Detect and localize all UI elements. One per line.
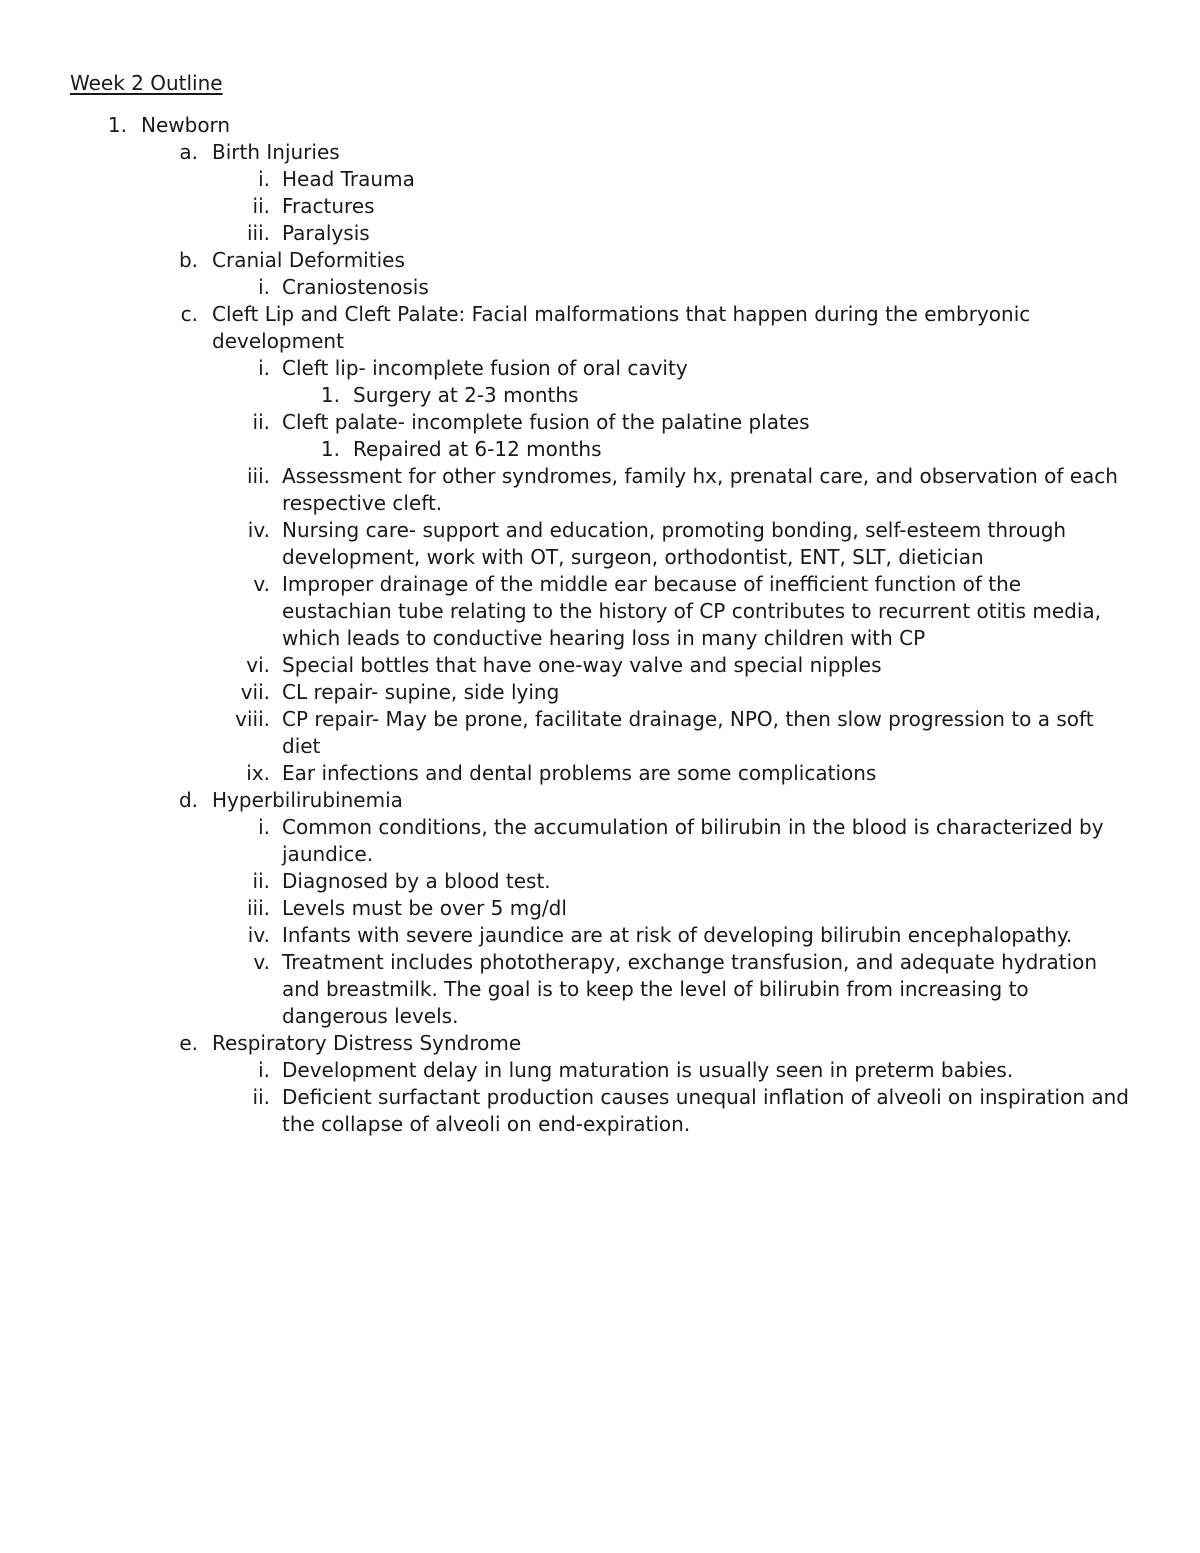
list-marker: iv. bbox=[247, 518, 270, 542]
list-marker: iii. bbox=[246, 464, 270, 488]
list-marker: v. bbox=[253, 572, 270, 596]
outline-item-level-3 bbox=[0, 355, 1200, 382]
list-marker: ix. bbox=[246, 761, 270, 785]
list-item-text: Repaired at 6-12 months bbox=[353, 437, 602, 461]
list-marker: v. bbox=[253, 950, 270, 974]
list-marker: i. bbox=[258, 1058, 270, 1082]
outline-item-level-3 bbox=[0, 922, 1200, 949]
outline-item-level-3 bbox=[0, 220, 1200, 247]
outline-item-level-3 bbox=[0, 274, 1200, 301]
list-item-text: Respiratory Distress Syndrome bbox=[212, 1031, 522, 1055]
list-item-text: Cranial Deformities bbox=[212, 248, 405, 272]
list-item-text: Improper drainage of the middle ear because of inefficient function of the eustachian tube relating to the history of CP contributes to recurrent otitis media, which leads to conductive hearing loss in many children with CP bbox=[282, 572, 1102, 650]
list-marker: vi. bbox=[246, 653, 270, 677]
outline-item-level-3 bbox=[0, 706, 1200, 760]
list-item-text: Diagnosed by a blood test. bbox=[282, 869, 551, 893]
outline-item-level-3 bbox=[0, 463, 1200, 517]
outline-item-level-3 bbox=[0, 652, 1200, 679]
list-marker: ii. bbox=[252, 1085, 270, 1109]
outline-item-level-3 bbox=[0, 868, 1200, 895]
list-item-text: Fractures bbox=[282, 194, 375, 218]
list-item-text: Birth Injuries bbox=[212, 140, 340, 164]
list-marker: 1. bbox=[320, 437, 340, 461]
list-item-text: Hyperbilirubinemia bbox=[212, 788, 403, 812]
list-marker: viii. bbox=[235, 707, 270, 731]
list-item-text: Cleft lip- incomplete fusion of oral cavity bbox=[282, 356, 688, 380]
outline-item-level-2 bbox=[0, 787, 1200, 814]
outline-item-level-3 bbox=[0, 166, 1200, 193]
list-marker: i. bbox=[258, 275, 270, 299]
list-item-text: Ear infections and dental problems are some complications bbox=[282, 761, 877, 785]
list-item-text: Surgery at 2-3 months bbox=[353, 383, 579, 407]
list-item-text: Treatment includes phototherapy, exchange transfusion, and adequate hydration and breastmilk. The goal is to keep the level of bilirubin from increasing to dangerous levels. bbox=[282, 950, 1098, 1028]
list-marker: i. bbox=[258, 356, 270, 380]
outline-item-level-2 bbox=[0, 1030, 1200, 1057]
outline-item-level-1 bbox=[0, 112, 1200, 139]
outline-item-level-4 bbox=[0, 382, 1200, 409]
list-marker: b. bbox=[178, 248, 198, 272]
list-marker: 1. bbox=[107, 113, 127, 137]
outline-item-level-2 bbox=[0, 139, 1200, 166]
outline-item-level-2 bbox=[0, 247, 1200, 274]
list-marker: vii. bbox=[240, 680, 270, 704]
list-item-text: Special bottles that have one-way valve and special nipples bbox=[282, 653, 882, 677]
list-item-text: CP repair- May be prone, facilitate drainage, NPO, then slow progression to a soft diet bbox=[282, 707, 1094, 758]
list-marker: ii. bbox=[252, 194, 270, 218]
list-item-text: Cleft Lip and Cleft Palate: Facial malformations that happen during the embryonic development bbox=[212, 302, 1031, 353]
outline-item-level-3 bbox=[0, 679, 1200, 706]
list-marker: c. bbox=[180, 302, 198, 326]
list-marker: i. bbox=[258, 167, 270, 191]
list-marker: ii. bbox=[252, 869, 270, 893]
list-marker: a. bbox=[179, 140, 198, 164]
list-item-text: Levels must be over 5 mg/dl bbox=[282, 896, 567, 920]
list-item-text: Infants with severe jaundice are at risk of developing bilirubin encephalopathy. bbox=[282, 923, 1073, 947]
outline-item-level-3 bbox=[0, 193, 1200, 220]
outline-item-level-3 bbox=[0, 1084, 1200, 1138]
outline-item-level-2 bbox=[0, 301, 1200, 355]
list-marker: d. bbox=[178, 788, 198, 812]
list-item-text: CL repair- supine, side lying bbox=[282, 680, 560, 704]
outline-item-level-3 bbox=[0, 949, 1200, 1030]
outline-item-level-3 bbox=[0, 760, 1200, 787]
list-marker: iii. bbox=[246, 896, 270, 920]
list-item-text: Craniostenosis bbox=[282, 275, 429, 299]
list-marker: i. bbox=[258, 815, 270, 839]
outline-item-level-3 bbox=[0, 517, 1200, 571]
list-item-text: Newborn bbox=[141, 113, 231, 137]
outline-item-level-3 bbox=[0, 814, 1200, 868]
outline-item-level-3 bbox=[0, 895, 1200, 922]
list-item-text: Assessment for other syndromes, family hx, prenatal care, and observation of each respective cleft. bbox=[282, 464, 1118, 515]
list-item-text: Head Trauma bbox=[282, 167, 415, 191]
outline-list bbox=[0, 112, 1200, 1138]
list-item-text: Deficient surfactant production causes unequal inflation of alveoli on inspiration and the collapse of alveoli on end-expiration. bbox=[282, 1085, 1129, 1136]
list-item-text: Common conditions, the accumulation of bilirubin in the blood is characterized by jaundice. bbox=[282, 815, 1104, 866]
list-marker: e. bbox=[179, 1031, 198, 1055]
document-title: Week 2 Outline bbox=[70, 71, 223, 95]
outline-item-level-4 bbox=[0, 436, 1200, 463]
outline-item-level-3 bbox=[0, 1057, 1200, 1084]
list-item-text: Development delay in lung maturation is usually seen in preterm babies. bbox=[282, 1058, 1014, 1082]
list-marker: ii. bbox=[252, 410, 270, 434]
list-marker: 1. bbox=[320, 383, 340, 407]
list-marker: iv. bbox=[247, 923, 270, 947]
list-marker: iii. bbox=[246, 221, 270, 245]
list-item-text: Cleft palate- incomplete fusion of the palatine plates bbox=[282, 410, 810, 434]
list-item-text: Nursing care- support and education, promoting bonding, self-esteem through development, work with OT, surgeon, orthodontist, ENT, SLT, dietician bbox=[282, 518, 1067, 569]
list-item-text: Paralysis bbox=[282, 221, 370, 245]
outline-item-level-3 bbox=[0, 571, 1200, 652]
outline-item-level-3 bbox=[0, 409, 1200, 436]
